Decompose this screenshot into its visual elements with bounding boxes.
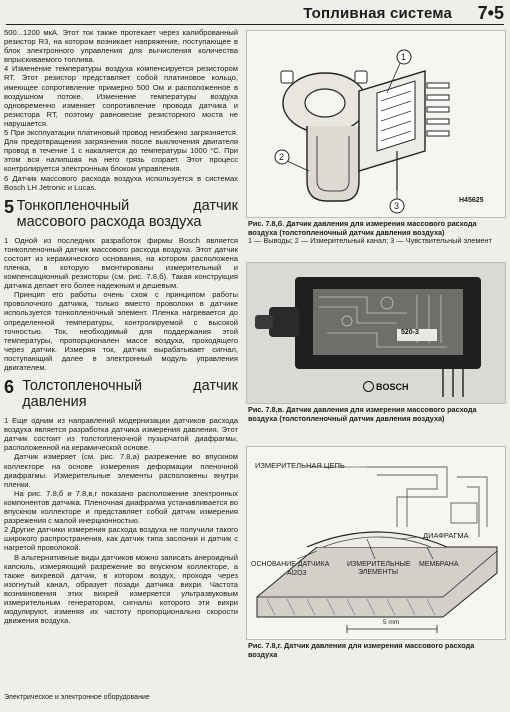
paragraph: 6 Датчик массового расхода воздуха используется в системах Bosch LH Jetronic и Lucas. — [4, 173, 238, 192]
figure-7-8v — [246, 262, 506, 404]
caption-title: Рис. 7.8,г. Датчик давления для измерения массового расхода воздуха — [248, 641, 475, 659]
section-title: Толстопленочный датчик давления — [22, 378, 238, 411]
label-diaphragm: ДИАФРАГМА — [423, 531, 469, 540]
figure-code: H45625 — [459, 197, 484, 204]
page-number: 7•5 — [477, 3, 504, 23]
section-number: 6 — [4, 377, 15, 398]
caption-legend: 1 — Выводы; 2 — Измерительный канал; 3 — Чувствительный элемент — [248, 236, 492, 246]
callout-2: 2 — [279, 152, 285, 162]
section-number: 5 — [4, 196, 15, 217]
page-footer: Электрическое и электронное оборудование — [4, 694, 150, 701]
paragraph: 5 При эксплуатации платиновый провод неизбежно загрязняется. Для предотвращения загрязнения после выключения двигателя провод в течение 1 с накаляется до температуры 1000 °С. При этом вся налипшая на него грязь сгорает. Этот процесс контролируется электронным блоком управления. — [4, 128, 238, 174]
paragraph: 1 Еще одним из направлений модернизации датчиков расхода воздуха является разработка датчика измерения давления. Этот датчик состоит из толстопленочной пузырчатой диафрагмы, расположенной на керамической основе. — [4, 416, 238, 453]
label-membrane: МЕМБРАНА — [419, 561, 459, 568]
caption-title: Рис. 7.8,б. Датчик давления для измерения массового расхода воздуха (толстопленочный датчик давления воздуха) — [248, 219, 477, 237]
callout-1: 1 — [401, 52, 407, 62]
paragraph: В альтернативные виды датчиков можно записать анероидный капсюль, измеряющий разрежение во впускном коллекторе, а также вихревой датчик, в котором воздух, проходя через изогнутый канал, образует позади датчика вихри. Частота возникновения этих вихрей измеряется ультразвуковым измерительным генератором, сигналы которого эти вихри модулируют, изменяя их частоту пропорционально скорости движения воздуха. — [4, 552, 238, 626]
caption-title: Рис. 7.8,в. Датчик давления для измерения массового расхода воздуха (толстопленочный датчик давления воздуха) — [248, 405, 477, 423]
paragraph: 2 Другие датчики измерения расхода воздуха не получили такого широкого распространения, как датчик типа заслонки и датчик с нагретой проволокой. — [4, 525, 238, 553]
paragraph: 4 Изменение температуры воздуха компенсируется резистором RT. Этот резистор представляет собой платиновое кольцо, имеющее сопротивление примерно 500 Ом и расположенное в воздушном потоке. Изменение температуры воздуха одновременно изменяет сопротивление провода датчика и резистора RT, поэтому равновесие резисторного моста не нарушается. — [4, 64, 238, 128]
left-text-column — [4, 28, 238, 625]
section-title: Тонкопленочный датчик массового расхода воздуха — [16, 197, 238, 230]
chip-label: 520-3 — [401, 329, 419, 336]
section-heading-5 — [4, 198, 238, 230]
figure-7-8b-caption — [248, 220, 504, 246]
figure-7-8g-caption — [248, 642, 504, 659]
header-rule — [6, 24, 504, 25]
bosch-logo — [363, 381, 409, 392]
paragraph: 1 Одной из последних разработок фирмы Bosch является тонкопленочный датчик массового расхода воздуха. Этот датчик состоит из керамического основания, на котором расположена пленка, в которую вмонтированы измерительный и компенсационный резисторы (см. рис. 7.8,б). Такая конструкция датчика делает его более надежным и дешевым. — [4, 235, 238, 291]
figure-7-8g — [246, 446, 506, 640]
paragraph: Датчик измеряет (см. рис. 7.8,а) разрежение во впускном коллекторе на основе измерения деформации пленочной диафрагмы. Измерительные элементы расположены внутри пленки. — [4, 452, 238, 489]
label-sensor-base-material: Al2O3 — [287, 570, 307, 577]
sensor-line-drawing — [247, 31, 505, 217]
figure-7-8v-caption — [248, 406, 504, 423]
label-measuring-elements: ИЗМЕРИТЕЛЬНЫЕ ЭЛЕМЕНТЫ — [347, 561, 411, 576]
paragraph: 500...1200 мкА. Этот ток также протекает через калиброванный резистор R3, на котором возникает напряжение, поступающее в блок электронного управления для вычисления количества впрыскиваемого топлива. — [4, 28, 238, 65]
scale-label: 5 mm — [383, 619, 400, 626]
figure-7-8b — [246, 30, 506, 218]
label-measuring-circuit: ИЗМЕРИТЕЛЬНАЯ ЦЕПЬ — [255, 461, 345, 470]
page-header — [0, 0, 510, 24]
paragraph: Принцип его работы очень схож с принципом работы проволочного датчика, только вместо проволоки в датчике используется тонкопленочный элемент. Пленка нагревается до определенной температуры, контролируемой с высокой точностью. Ток, необходимый для поддержания этой температуры, пропорционален массе воздуха, проходящего через датчик. Измеряя ток, датчик вырабатывает сигнал, поступающий далее в электронный модуль управления двигателем. — [4, 290, 238, 372]
callout-3: 3 — [394, 201, 400, 211]
running-title: Топливная система — [303, 5, 452, 22]
section-heading-6 — [4, 378, 238, 410]
brand-name: BOSCH — [376, 382, 409, 392]
label-sensor-base: ОСНОВАНИЕ ДАТЧИКА — [251, 561, 330, 568]
sensor-section-diagram — [247, 447, 505, 639]
paragraph: На рис. 7.8,б и 7.8,в,г показано расположение электронных компонентов датчика. Пленочная диафрагма устанавливается во впускном коллекторе и представляет собой датчик измерения разрежения с малой инерционностью. — [4, 488, 238, 526]
bosch-mark-icon — [363, 381, 374, 392]
